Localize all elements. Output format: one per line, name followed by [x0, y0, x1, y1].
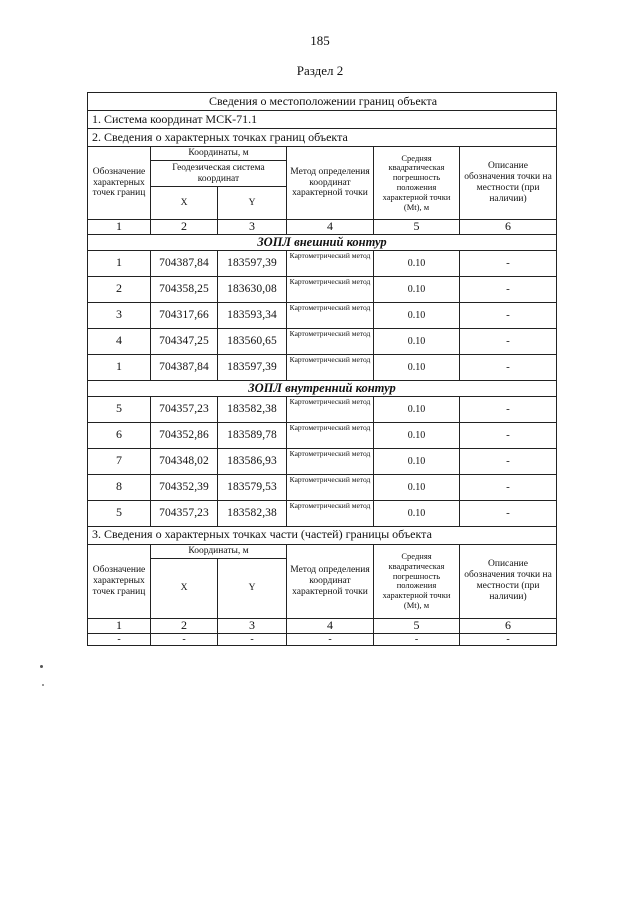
outer-contour-label: ЗОПЛ внешний контур	[88, 234, 557, 250]
table-row	[88, 250, 557, 276]
table-title: Сведения о местоположении границ объекта	[88, 93, 557, 111]
point-number: 1	[88, 250, 151, 276]
coordinate-y: 183586,93	[218, 448, 287, 474]
coordinate-x: 704358,25	[151, 276, 218, 302]
scan-speck	[42, 684, 44, 686]
error-value: 0.10	[374, 302, 460, 328]
method-cell: Картометрический метод	[287, 396, 374, 422]
column-number: 4	[287, 220, 374, 235]
method-cell: Картометрический метод	[287, 422, 374, 448]
description-cell: -	[460, 474, 557, 500]
column-number: 4	[287, 618, 374, 633]
method-cell: Картометрический метод	[287, 500, 374, 526]
description-cell: -	[460, 302, 557, 328]
description-cell: -	[460, 448, 557, 474]
error-value: 0.10	[374, 250, 460, 276]
header-x: X	[151, 187, 218, 220]
header-error: Средняя квадратическая погрешность положения характерной точки (Mt), м	[374, 147, 460, 220]
column-number: 3	[218, 220, 287, 235]
column-number: 1	[88, 618, 151, 633]
coord-system: 1. Система координат МСК-71.1	[88, 111, 557, 129]
empty-cell: -	[88, 633, 151, 646]
coordinate-x: 704348,02	[151, 448, 218, 474]
error-value: 0.10	[374, 448, 460, 474]
table-row	[88, 354, 557, 380]
empty-cell: -	[218, 633, 287, 646]
column-number: 3	[218, 618, 287, 633]
coordinate-x: 704357,23	[151, 500, 218, 526]
table-row	[88, 276, 557, 302]
method-cell: Картометрический метод	[287, 354, 374, 380]
method-cell: Картометрический метод	[287, 302, 374, 328]
description-cell: -	[460, 276, 557, 302]
coordinate-y: 183597,39	[218, 250, 287, 276]
section3-title: 3. Сведения о характерных точках части (частей) границы объекта	[88, 526, 557, 544]
header3-method: Метод определения координат характерной точки	[287, 544, 374, 618]
header-coordinates: Координаты, м	[151, 147, 287, 161]
empty-cell: -	[374, 633, 460, 646]
column-number: 5	[374, 220, 460, 235]
section2-title: 2. Сведения о характерных точках границ объекта	[88, 129, 557, 147]
header-y: Y	[218, 187, 287, 220]
scan-speck	[40, 665, 43, 668]
empty-cell: -	[151, 633, 218, 646]
coordinate-x: 704347,25	[151, 328, 218, 354]
header3-description: Описание обозначения точки на местности (при наличии)	[460, 544, 557, 618]
point-number: 6	[88, 422, 151, 448]
method-cell: Картометрический метод	[287, 474, 374, 500]
header-method: Метод определения координат характерной точки	[287, 147, 374, 220]
description-cell: -	[460, 250, 557, 276]
error-value: 0.10	[374, 500, 460, 526]
column-number: 2	[151, 220, 218, 235]
error-value: 0.10	[374, 354, 460, 380]
page-number: 185	[310, 33, 330, 48]
point-number: 8	[88, 474, 151, 500]
header-description: Описание обозначения точки на местности (при наличии)	[460, 147, 557, 220]
coordinate-y: 183589,78	[218, 422, 287, 448]
column-number: 2	[151, 618, 218, 633]
point-number: 1	[88, 354, 151, 380]
error-value: 0.10	[374, 396, 460, 422]
point-number: 5	[88, 500, 151, 526]
header3-x: X	[151, 558, 218, 618]
description-cell: -	[460, 422, 557, 448]
table-row	[88, 396, 557, 422]
point-number: 2	[88, 276, 151, 302]
header-geodetic: Геодезическая система координат	[151, 161, 287, 187]
method-cell: Картометрический метод	[287, 448, 374, 474]
point-number: 7	[88, 448, 151, 474]
error-value: 0.10	[374, 276, 460, 302]
coordinate-x: 704317,66	[151, 302, 218, 328]
point-number: 4	[88, 328, 151, 354]
error-value: 0.10	[374, 422, 460, 448]
table-row	[88, 302, 557, 328]
table-row	[88, 448, 557, 474]
coordinate-x: 704357,23	[151, 396, 218, 422]
boundary-table	[87, 92, 557, 646]
error-value: 0.10	[374, 474, 460, 500]
section-title: Раздел 2	[296, 63, 344, 78]
description-cell: -	[460, 354, 557, 380]
description-cell: -	[460, 396, 557, 422]
header3-error: Средняя квадратическая погрешность положения характерной точки (Mt), м	[374, 544, 460, 618]
coordinate-y: 183593,34	[218, 302, 287, 328]
description-cell: -	[460, 328, 557, 354]
inner-contour-label: ЗОПЛ внутренний контур	[88, 380, 557, 396]
header3-designation: Обозначение характерных точек границ	[88, 544, 151, 618]
coordinate-y: 183597,39	[218, 354, 287, 380]
column-number: 6	[460, 618, 557, 633]
table-row	[88, 422, 557, 448]
method-cell: Картометрический метод	[287, 276, 374, 302]
coordinate-x: 704387,84	[151, 354, 218, 380]
coordinate-y: 183582,38	[218, 396, 287, 422]
empty-cell: -	[287, 633, 374, 646]
description-cell: -	[460, 500, 557, 526]
coordinate-y: 183560,65	[218, 328, 287, 354]
method-cell: Картометрический метод	[287, 250, 374, 276]
column-number: 1	[88, 220, 151, 235]
empty-cell: -	[460, 633, 557, 646]
table-row	[88, 500, 557, 526]
coordinate-x: 704387,84	[151, 250, 218, 276]
table-row	[88, 328, 557, 354]
coordinate-y: 183582,38	[218, 500, 287, 526]
point-number: 5	[88, 396, 151, 422]
header3-y: Y	[218, 558, 287, 618]
header3-coordinates: Координаты, м	[151, 544, 287, 558]
coordinate-y: 183630,08	[218, 276, 287, 302]
error-value: 0.10	[374, 328, 460, 354]
coordinate-x: 704352,86	[151, 422, 218, 448]
point-number: 3	[88, 302, 151, 328]
method-cell: Картометрический метод	[287, 328, 374, 354]
header-designation: Обозначение характерных точек границ	[88, 147, 151, 220]
column-number: 5	[374, 618, 460, 633]
table-row	[88, 474, 557, 500]
coordinate-x: 704352,39	[151, 474, 218, 500]
coordinate-y: 183579,53	[218, 474, 287, 500]
column-number: 6	[460, 220, 557, 235]
